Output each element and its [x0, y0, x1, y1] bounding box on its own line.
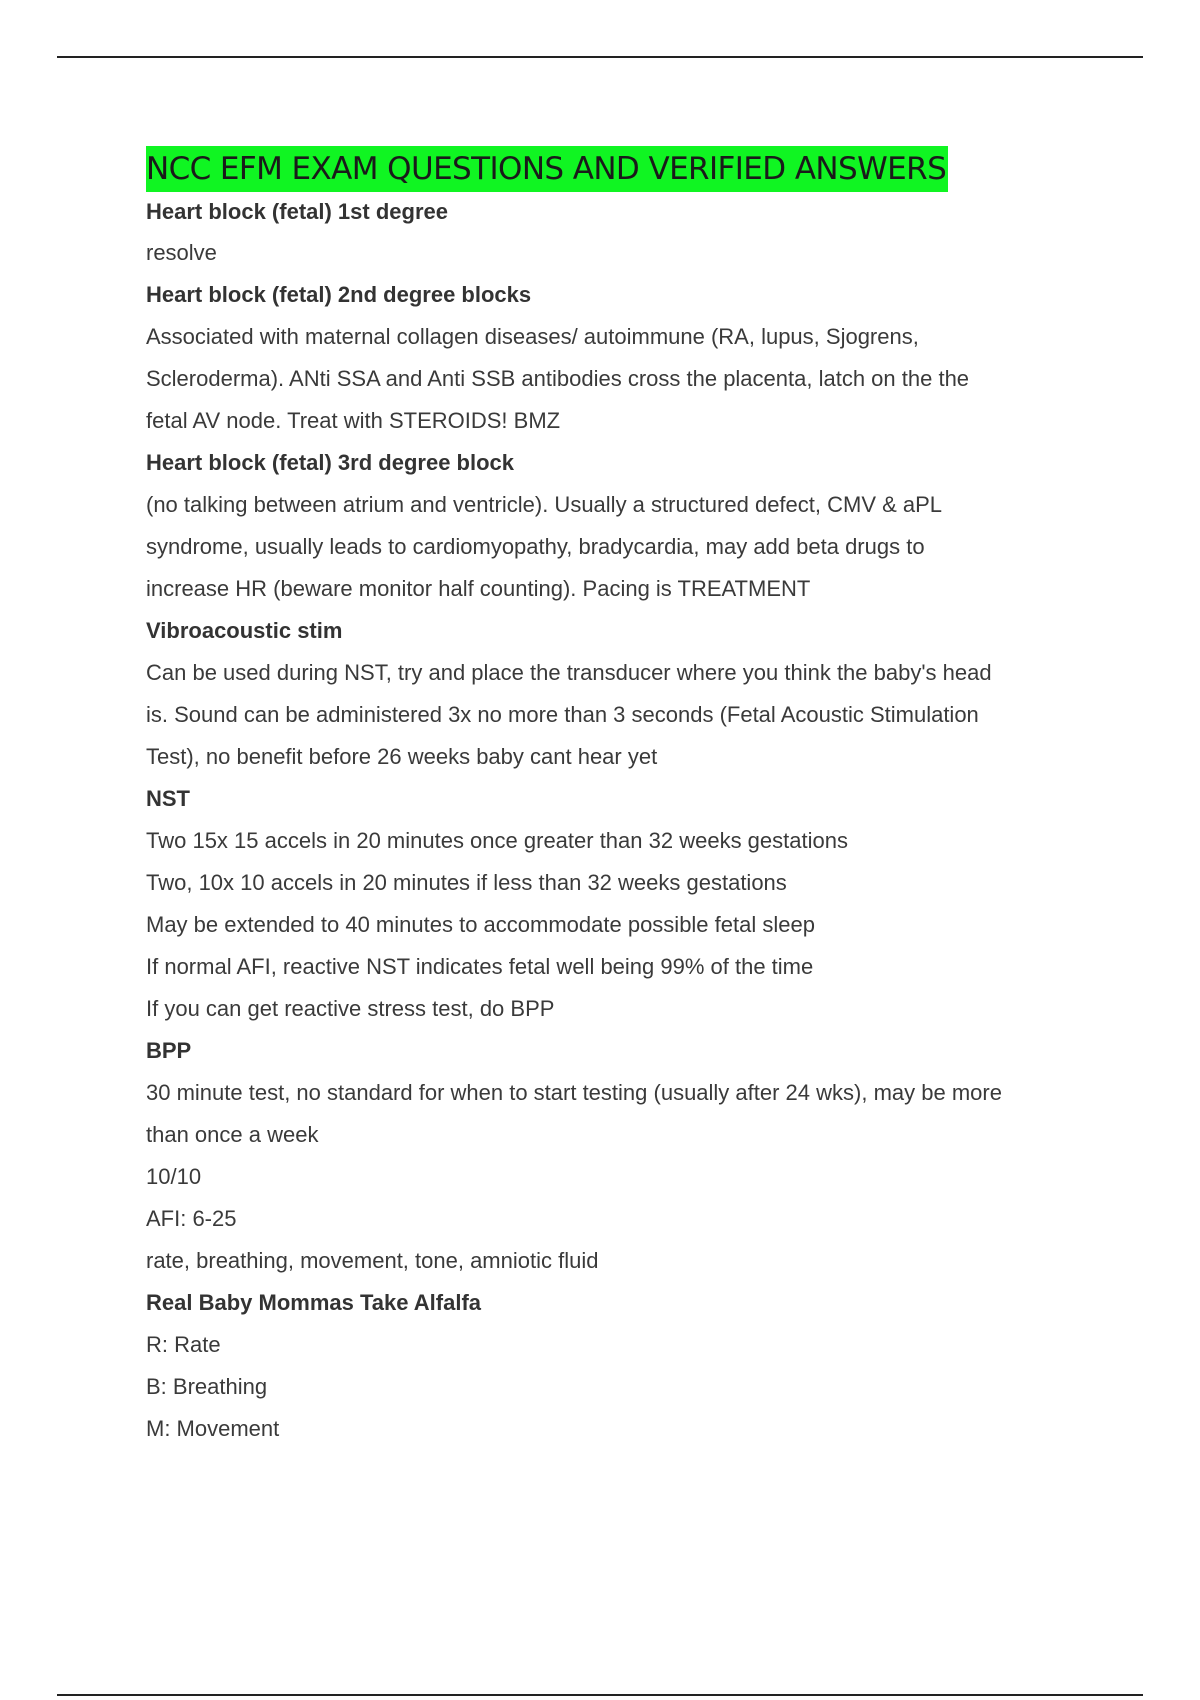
entry-term: Real Baby Mommas Take Alfalfa — [146, 1290, 482, 1315]
entry-term: NST — [146, 786, 190, 811]
entry-definition-line: M: Movement — [146, 1416, 280, 1441]
entry-definition-line: Two 15x 15 accels in 20 minutes once greater than 32 weeks gestations — [146, 828, 848, 853]
entry-definition-line: resolve — [146, 240, 217, 265]
entry-vibroacoustic-stim — [146, 610, 1096, 778]
entry-definition-line: May be extended to 40 minutes to accommodate possible fetal sleep — [146, 912, 815, 937]
entry-definition-line: 30 minute test, no standard for when to start testing (usually after 24 wks), may be more — [146, 1080, 1002, 1105]
entry-term: Heart block (fetal) 1st degree — [146, 199, 448, 224]
entry-term: BPP — [146, 1038, 192, 1063]
entry-definition-line: R: Rate — [146, 1332, 221, 1357]
document-body — [146, 146, 1096, 1450]
entry-bpp — [146, 1030, 1096, 1282]
entry-term: Vibroacoustic stim — [146, 618, 343, 643]
entry-definition-line: Can be used during NST, try and place the transducer where you think the baby's head — [146, 660, 992, 685]
entry-definition-line: B: Breathing — [146, 1374, 268, 1399]
entry-definition-line: increase HR (beware monitor half counting). Pacing is TREATMENT — [146, 576, 811, 601]
entry-definition-line: Associated with maternal collagen diseases/ autoimmune (RA, lupus, Sjogrens, — [146, 324, 919, 349]
entry-nst — [146, 778, 1096, 1030]
entry-heart-block-1st — [146, 192, 1096, 274]
entry-term: Heart block (fetal) 3rd degree block — [146, 450, 514, 475]
entry-definition-line: Two, 10x 10 accels in 20 minutes if less than 32 weeks gestations — [146, 870, 787, 895]
entry-definition-line: If you can get reactive stress test, do BPP — [146, 996, 555, 1021]
entry-definition-line: than once a week — [146, 1122, 319, 1147]
footer-rule — [57, 1694, 1143, 1696]
entry-definition-line: (no talking between atrium and ventricle). Usually a structured defect, CMV & aPL — [146, 492, 943, 517]
entry-definition-line: If normal AFI, reactive NST indicates fetal well being 99% of the time — [146, 954, 814, 979]
entry-term: Heart block (fetal) 2nd degree blocks — [146, 282, 532, 307]
entry-definition-line: Scleroderma). ANti SSA and Anti SSB antibodies cross the placenta, latch on the the — [146, 366, 970, 391]
entry-definition-line: 10/10 — [146, 1164, 202, 1189]
entry-heart-block-2nd — [146, 274, 1096, 442]
entry-definition-line: AFI: 6-25 — [146, 1206, 237, 1231]
entry-heart-block-3rd — [146, 442, 1096, 610]
document-title: NCC EFM EXAM QUESTIONS AND VERIFIED ANSWERS — [146, 146, 948, 192]
entry-definition-line: syndrome, usually leads to cardiomyopathy, bradycardia, may add beta drugs to — [146, 534, 925, 559]
entry-real-baby-mommas — [146, 1282, 1096, 1450]
entry-definition-line: Test), no benefit before 26 weeks baby cant hear yet — [146, 744, 658, 769]
entry-definition-line: is. Sound can be administered 3x no more than 3 seconds (Fetal Acoustic Stimulation — [146, 702, 979, 727]
entry-definition-line: rate, breathing, movement, tone, amniotic fluid — [146, 1248, 599, 1273]
entry-definition-line: fetal AV node. Treat with STEROIDS! BMZ — [146, 408, 561, 433]
header-rule — [57, 56, 1143, 58]
